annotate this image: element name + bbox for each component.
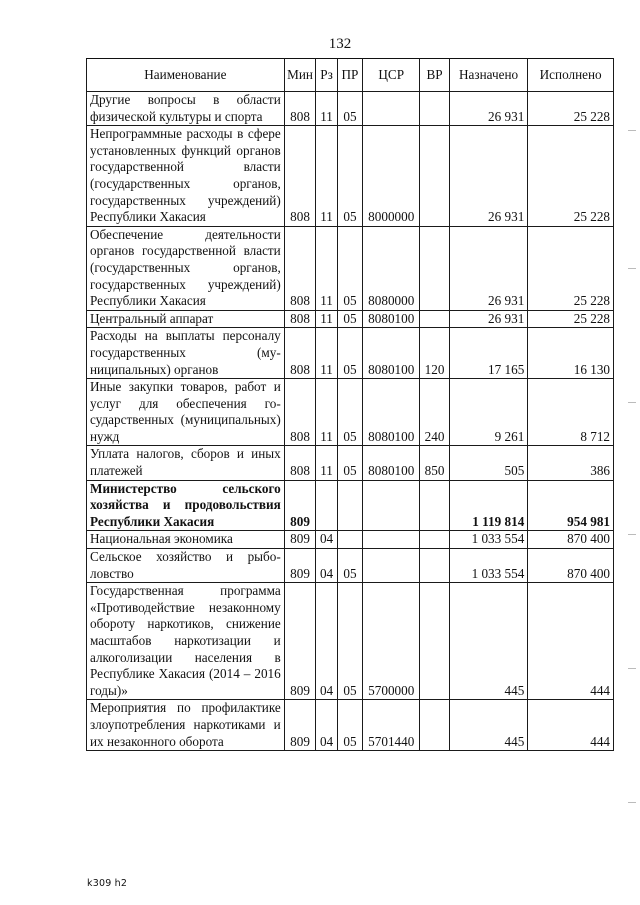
budget-table — [86, 58, 614, 751]
cell-pr: 05 — [337, 126, 362, 227]
table-header-row — [87, 59, 614, 92]
table-row — [87, 531, 614, 549]
cell-assigned: 445 — [449, 700, 527, 751]
cell-min: 809 — [284, 531, 316, 549]
table-row — [87, 310, 614, 328]
cell-csr — [363, 531, 420, 549]
header-csr: ЦСР — [363, 59, 420, 92]
cell-min: 808 — [284, 126, 316, 227]
cell-rz: 11 — [316, 226, 337, 310]
cell-min: 808 — [284, 446, 316, 480]
table-row — [87, 480, 614, 531]
cell-min: 808 — [284, 92, 316, 126]
cell-name: Непрограммные расходы в сфере установленных функций органов государственной власти (государственных органов, государственных учреждений) Республики Хакасия — [87, 126, 285, 227]
cell-name: Центральный аппарат — [87, 310, 285, 328]
cell-executed: 25 228 — [528, 310, 614, 328]
cell-vr — [420, 126, 450, 227]
header-name: Наименование — [87, 59, 285, 92]
header-min: Мин — [284, 59, 316, 92]
cell-rz: 04 — [316, 549, 337, 583]
cell-assigned: 1 033 554 — [449, 531, 527, 549]
page-number: 132 — [328, 36, 352, 52]
cell-name: Министерство сельского хозяйства и продовольствия Республики Хакасия — [87, 480, 285, 531]
cell-name: Государственная программа «Противодействие незаконному обороту наркотиков, снижение масштабов наркотизации и алкоголизации населения в Республике Хакасия (2014 – 2016 годы)» — [87, 583, 285, 700]
header-vr: ВР — [420, 59, 450, 92]
table-row — [87, 446, 614, 480]
margin-mark — [628, 130, 636, 131]
cell-name: Уплата налогов, сборов и иных платежей — [87, 446, 285, 480]
cell-pr: 05 — [337, 700, 362, 751]
cell-executed: 954 981 — [528, 480, 614, 531]
cell-assigned: 9 261 — [449, 379, 527, 446]
cell-rz: 11 — [316, 446, 337, 480]
cell-vr — [420, 92, 450, 126]
cell-assigned: 26 931 — [449, 226, 527, 310]
cell-csr: 8000000 — [363, 126, 420, 227]
cell-pr: 05 — [337, 446, 362, 480]
cell-assigned: 26 931 — [449, 92, 527, 126]
table-row — [87, 226, 614, 310]
cell-vr: 850 — [420, 446, 450, 480]
cell-executed: 25 228 — [528, 226, 614, 310]
cell-executed: 870 400 — [528, 549, 614, 583]
cell-executed: 25 228 — [528, 126, 614, 227]
margin-mark — [628, 402, 636, 403]
margin-mark — [628, 802, 636, 803]
cell-pr: 05 — [337, 226, 362, 310]
cell-pr: 05 — [337, 549, 362, 583]
cell-rz — [316, 480, 337, 531]
cell-pr — [337, 531, 362, 549]
cell-rz: 11 — [316, 379, 337, 446]
cell-pr: 05 — [337, 379, 362, 446]
header-pr: ПР — [337, 59, 362, 92]
cell-csr: 8080100 — [363, 446, 420, 480]
cell-min: 808 — [284, 379, 316, 446]
cell-csr: 5700000 — [363, 583, 420, 700]
cell-vr — [420, 549, 450, 583]
cell-rz: 04 — [316, 531, 337, 549]
cell-name: Национальная экономика — [87, 531, 285, 549]
margin-mark — [628, 668, 636, 669]
cell-name: Иные закупки товаров, работ и услуг для обеспечения государственных (муниципальных) нужд — [87, 379, 285, 446]
cell-name: Сельское хозяйство и рыболовство — [87, 549, 285, 583]
cell-csr — [363, 92, 420, 126]
cell-pr: 05 — [337, 92, 362, 126]
header-assigned: Назначено — [449, 59, 527, 92]
cell-vr — [420, 700, 450, 751]
cell-min: 809 — [284, 700, 316, 751]
cell-name: Обеспечение деятельности органов государственной власти (государственных органов, государственных учреждений) Республики Хакасия — [87, 226, 285, 310]
cell-csr: 8080000 — [363, 226, 420, 310]
cell-min: 808 — [284, 328, 316, 379]
cell-vr — [420, 480, 450, 531]
cell-vr: 120 — [420, 328, 450, 379]
cell-name: Другие вопросы в области физической культуры и спорта — [87, 92, 285, 126]
cell-name: Расходы на выплаты персоналу государственных (муниципальных) органов — [87, 328, 285, 379]
cell-pr — [337, 480, 362, 531]
cell-pr: 05 — [337, 583, 362, 700]
cell-csr — [363, 549, 420, 583]
cell-assigned: 26 931 — [449, 310, 527, 328]
cell-executed: 444 — [528, 583, 614, 700]
cell-min: 809 — [284, 480, 316, 531]
cell-assigned: 505 — [449, 446, 527, 480]
cell-pr: 05 — [337, 310, 362, 328]
header-executed: Исполнено — [528, 59, 614, 92]
cell-vr — [420, 310, 450, 328]
cell-executed: 870 400 — [528, 531, 614, 549]
margin-mark — [628, 268, 636, 269]
cell-rz: 11 — [316, 92, 337, 126]
cell-rz: 11 — [316, 310, 337, 328]
table-row — [87, 92, 614, 126]
table-row — [87, 700, 614, 751]
cell-min: 808 — [284, 226, 316, 310]
cell-csr: 8080100 — [363, 328, 420, 379]
cell-vr: 240 — [420, 379, 450, 446]
cell-min: 809 — [284, 549, 316, 583]
footer-code: k309 h2 — [87, 878, 128, 889]
cell-assigned: 26 931 — [449, 126, 527, 227]
cell-csr: 5701440 — [363, 700, 420, 751]
cell-rz: 04 — [316, 700, 337, 751]
cell-vr — [420, 583, 450, 700]
cell-vr — [420, 531, 450, 549]
cell-csr — [363, 480, 420, 531]
cell-csr: 8080100 — [363, 379, 420, 446]
cell-executed: 16 130 — [528, 328, 614, 379]
cell-assigned: 1 033 554 — [449, 549, 527, 583]
cell-min: 809 — [284, 583, 316, 700]
cell-pr: 05 — [337, 328, 362, 379]
table-row — [87, 549, 614, 583]
cell-executed: 386 — [528, 446, 614, 480]
cell-assigned: 445 — [449, 583, 527, 700]
cell-assigned: 17 165 — [449, 328, 527, 379]
table-row — [87, 583, 614, 700]
cell-csr: 8080100 — [363, 310, 420, 328]
margin-mark — [628, 534, 636, 535]
header-rz: Рз — [316, 59, 337, 92]
cell-rz: 04 — [316, 583, 337, 700]
table-row — [87, 328, 614, 379]
cell-assigned: 1 119 814 — [449, 480, 527, 531]
cell-executed: 8 712 — [528, 379, 614, 446]
table-row — [87, 126, 614, 227]
cell-vr — [420, 226, 450, 310]
cell-executed: 444 — [528, 700, 614, 751]
cell-rz: 11 — [316, 328, 337, 379]
cell-rz: 11 — [316, 126, 337, 227]
cell-name: Мероприятия по профилактике злоупотребления наркотиками и их незаконного оборота — [87, 700, 285, 751]
table-row — [87, 379, 614, 446]
cell-min: 808 — [284, 310, 316, 328]
cell-executed: 25 228 — [528, 92, 614, 126]
